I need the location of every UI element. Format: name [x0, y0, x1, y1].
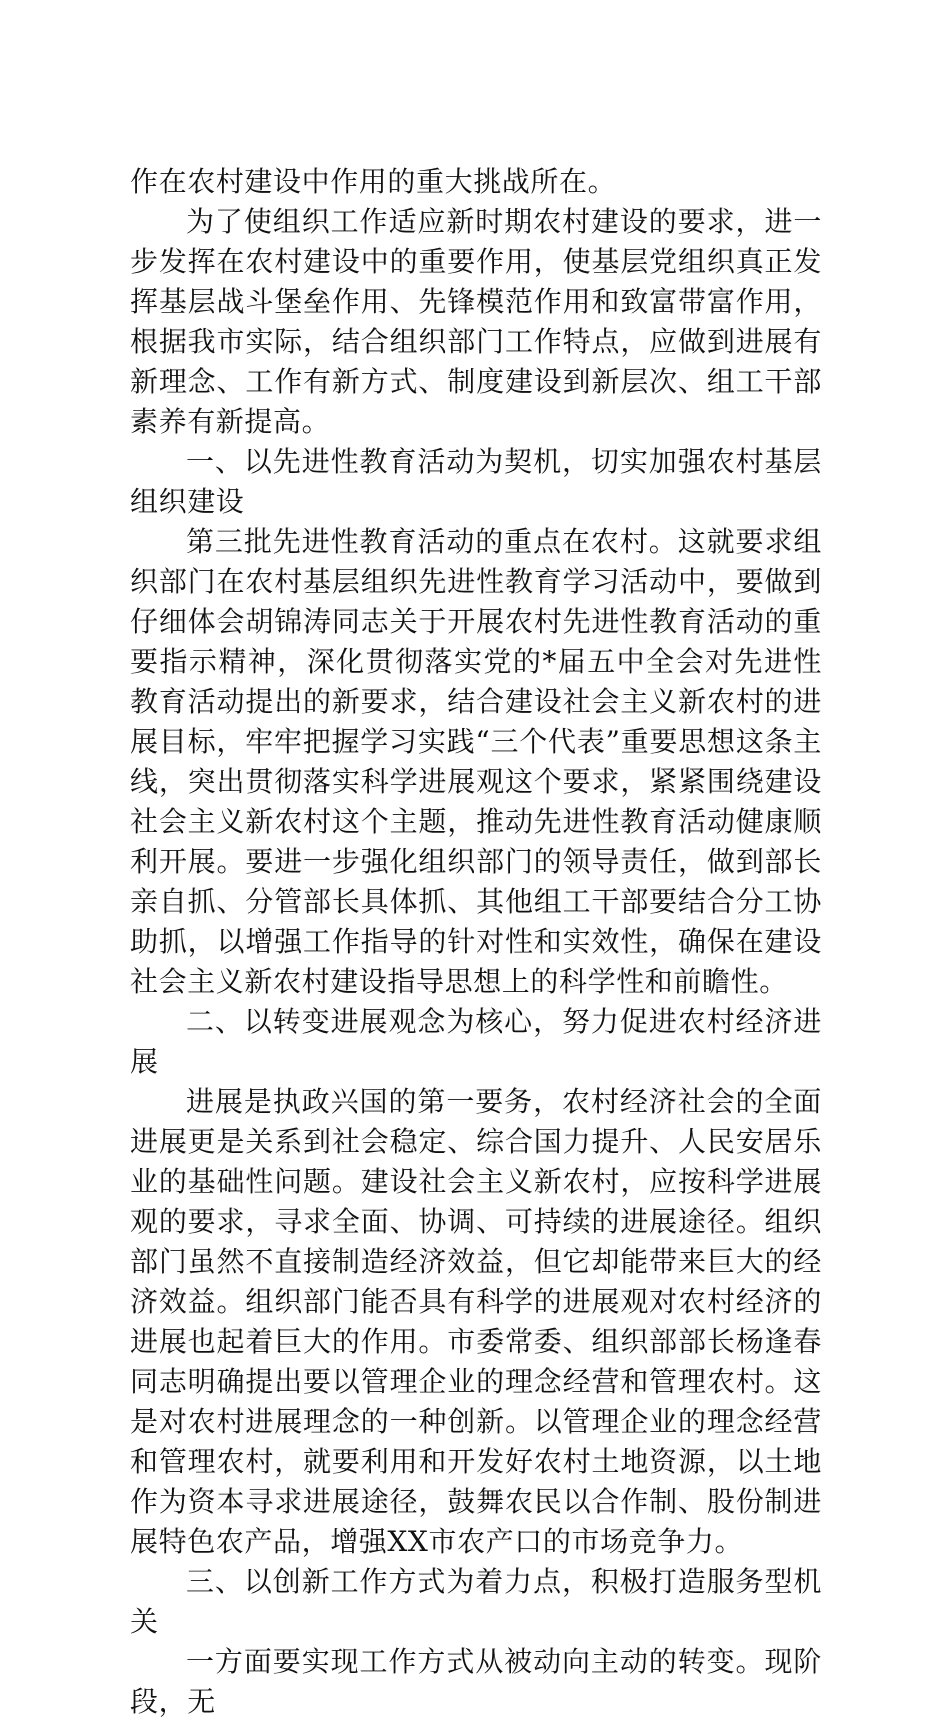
paragraph-section-2: 进展是执政兴国的第一要务，农村经济社会的全面进展更是关系到社会稳定、综合国力提升、人民安居乐业的基础性问题。建设社会主义新农村，应按科学进展观的要求，寻求全面、协调、可持续的进展途径。组织部门虽然不直接制造经济效益，但它却能带来巨大的经济效益。组织部门能否具有科学的进展观对农村经济的进展也起着巨大的作用。市委常委、组织部部长杨逢春同志明确提出要以管理企业的理念经营和管理农村。这是对农村进展理念的一种创新。以管理企业的理念经营和管理农村，就要利用和开发好农村土地资源，以土地作为资本寻求进展途径，鼓舞农民以合作制、股份制进展特色农产品，增强XX市农产口的市场竞争力。 [130, 1085, 822, 1558]
paragraph-intro: 为了使组织工作适应新时期农村建设的要求，进一步发挥在农村建设中的重要作用，使基层党组织真正发挥基层战斗堡垒作用、先锋模范作用和致富带富作用，根据我市实际，结合组织部门工作特点，应做到进展有新理念、工作有新方式、制度建设到新层次、组工干部素养有新提高。 [130, 205, 822, 438]
paragraph-section-1: 第三批先进性教育活动的重点在农村。这就要求组织部门在农村基层组织先进性教育学习活动中，要做到仔细体会胡锦涛同志关于开展农村先进性教育活动的重要指示精神，深化贯彻落实党的*届五中全会对先进性教育活动提出的新要求，结合建设社会主义新农村的进展目标，牢牢把握学习实践“三个代表”重要思想这条主线，突出贯彻落实科学进展观这个要求，紧紧围绕建设社会主义新农村这个主题，推动先进性教育活动健康顺利开展。要进一步强化组织部门的领导责任，做到部长亲自抓、分管部长具体抓、其他组工干部要结合分工协助抓，以增强工作指导的针对性和实效性，确保在建设社会主义新农村建设指导思想上的科学性和前瞻性。 [130, 525, 822, 998]
section-heading-3: 三、以创新工作方式为着力点，积极打造服务型机关 [130, 1565, 822, 1638]
section-heading-2: 二、以转变进展观念为核心，努力促进农村经济进展 [130, 1005, 822, 1078]
section-heading-1: 一、以先进性教育活动为契机，切实加强农村基层组织建设 [130, 445, 822, 518]
document-body [130, 162, 822, 1722]
paragraph-continuation: 作在农村建设中作用的重大挑战所在。 [130, 165, 617, 198]
paragraph-section-3: 一方面要实现工作方式从被动向主动的转变。现阶段，无 [130, 1645, 822, 1718]
